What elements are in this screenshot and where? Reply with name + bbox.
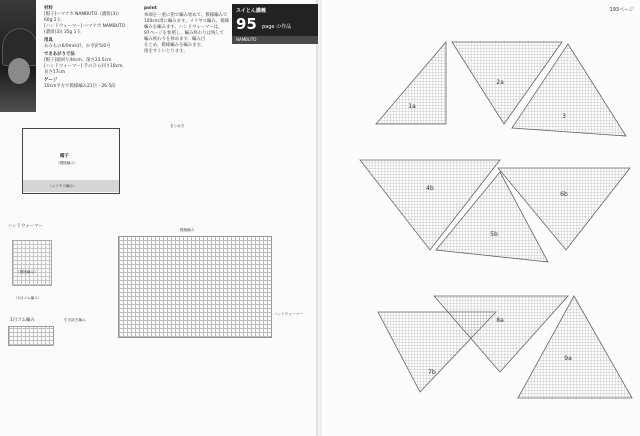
handwarmer-label: ハンドウォーマー [8,224,43,229]
triangle-label: 5b [490,231,498,238]
size-line: [ハンドウォーマー] 手のひら回り18cm、 [44,64,127,69]
triangle-label: 3 [562,113,566,120]
point-line: 糸端を一重に指で編み始めて、模様編みで [144,13,228,18]
pull-title: 引き抜き編み [64,318,86,322]
triangle-label: 4b [426,185,434,192]
triangle-label: 6b [560,191,568,198]
tools-heading: 用具 [44,38,53,43]
handwarmer-sublabel: （模様編み） [16,270,38,274]
size-line: [帽子]頭回り44cm、深さ23.5cm [44,58,112,63]
pattern-title: 模様編み [180,228,195,232]
hand-chart-label: ハンドウォーマー [274,312,303,316]
materials-line: [ハンドウォーマー] ハマナカ NAMBUTO [44,24,126,29]
triangle-chart [376,42,446,124]
badge-page: page の作品 [262,24,292,30]
point-line: をとめ、模様編みを編みます。 [144,43,205,48]
materials-line: (濃紺(3)) 35g 1玉 [44,30,81,35]
rib-label: （1目ゴム編み） [14,296,42,300]
page-number: 193ページ [609,7,634,13]
yarn-name: NAMBUTO [236,37,257,42]
hat-sublabel: （模様編み） [56,161,78,165]
materials-line: [帽子]ハマナカ NAMBUTO（濃紺(3)） [44,12,122,17]
triangle-label: 9a [564,355,572,362]
materials-heading: 材料 [44,6,53,11]
tools-line: あみもの6/0mm針、かぎ針5/0号 [44,44,111,49]
gauge-heading: ゲージ [44,78,58,83]
gauge-line: 10cm平方で模様編み21目・26.5段 [44,84,116,89]
rib-section-title: 1目ゴム編み [10,318,35,323]
badge-number: 95 [236,15,257,33]
hat-label: 帽子 [60,154,69,159]
hat-rib-label: （メリヤス編み） [48,184,77,188]
finish-label: まとめ方 [170,124,185,128]
triangle-label: 2a [496,79,504,86]
size-line: 長さ17cm [44,70,66,75]
point-line: 100cm周に編みます。メリヤス編み、模様 [144,19,230,24]
triangle-label: 7b [428,369,436,376]
triangle-label: 1a [408,103,416,110]
point-line: 編みを編みます。ハンドウォーマーは、 [144,25,223,30]
triangle-label: 8a [496,317,504,324]
size-heading: できあがり寸法 [44,52,75,57]
point-line: 指をすくいとります。 [144,49,188,54]
point-line: 97ページを参照し、編み終わりは残して [144,31,225,36]
point-heading: point [144,6,157,11]
materials-line: 60g 2玉 [44,18,61,23]
point-line: 編み終わりを休めます。編み目 [144,37,206,42]
badge-caption: スイとん講義 [236,8,266,14]
